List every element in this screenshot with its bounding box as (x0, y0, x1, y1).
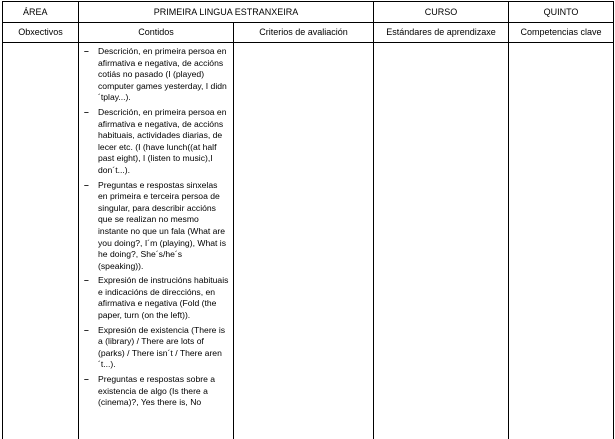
dash-bullet-icon: – (84, 179, 89, 190)
list-item-text: Preguntas e respostas sobre a existencia de algo (Is there a (cinema)?, Yes there is, No (98, 374, 216, 408)
list-item-text: Preguntas e respostas sinxelas en primeira e terceira persoa de singular, para describir accións que se realizan no mesmo instante no que un fala (What are you doing?, I´m (playing), What is he doing?, She´s/he´s (speaking)). (98, 179, 227, 271)
contents-header: Contidos (79, 23, 234, 43)
course-label: CURSO (374, 2, 509, 23)
criteria-cell (234, 43, 374, 439)
contents-cell (79, 43, 234, 439)
list-item-text: Descrición, en primeira persoa en afirmativa e negativa, de accións cotiás no pasado (I (played) computer games yesterday, I didn´tplay...). (98, 46, 227, 103)
list-item (83, 325, 229, 371)
dash-bullet-icon: – (84, 324, 89, 335)
course-value: QUINTO (509, 2, 614, 23)
list-item-text: Descrición, en primeira persoa en afirmativa e negativa, de accións habituais, actividades diarias, de lecer etc. (I (have lunch((at half past eight), I (listen to music),I don´t...). (98, 106, 227, 175)
dash-bullet-icon: – (84, 106, 89, 117)
objectives-cell (3, 43, 79, 439)
competences-cell (509, 43, 614, 439)
standards-cell (374, 43, 509, 439)
list-item-text: Expresión de instrucións habituais e indicacións de direccións, en afirmativa e negativa (Fold (the paper, turn (on the left)). (98, 275, 229, 321)
content-row (3, 43, 614, 439)
header-row (3, 2, 614, 23)
list-item (83, 180, 229, 273)
dash-bullet-icon: – (84, 46, 89, 56)
area-label: ÁREA (3, 2, 79, 23)
list-item (83, 374, 229, 409)
curriculum-table (2, 1, 614, 439)
objectives-header: Obxectivos (3, 23, 79, 43)
criteria-header: Criterios de avaliación (234, 23, 374, 43)
list-item-text: Expresión de existencia (There is a (library) / There are lots of (parks) / There isn´t / There aren´t...). (98, 324, 226, 370)
list-item (83, 46, 229, 104)
column-header-row (3, 23, 614, 43)
standards-header: Estándares de aprendizaxe (374, 23, 509, 43)
list-item (83, 107, 229, 177)
list-item (83, 275, 229, 321)
contents-list (79, 46, 233, 409)
competences-header: Competencias clave (509, 23, 614, 43)
dash-bullet-icon: – (84, 374, 89, 385)
dash-bullet-icon: – (84, 275, 89, 286)
subject-title: PRIMEIRA LINGUA ESTRANXEIRA (79, 2, 374, 23)
